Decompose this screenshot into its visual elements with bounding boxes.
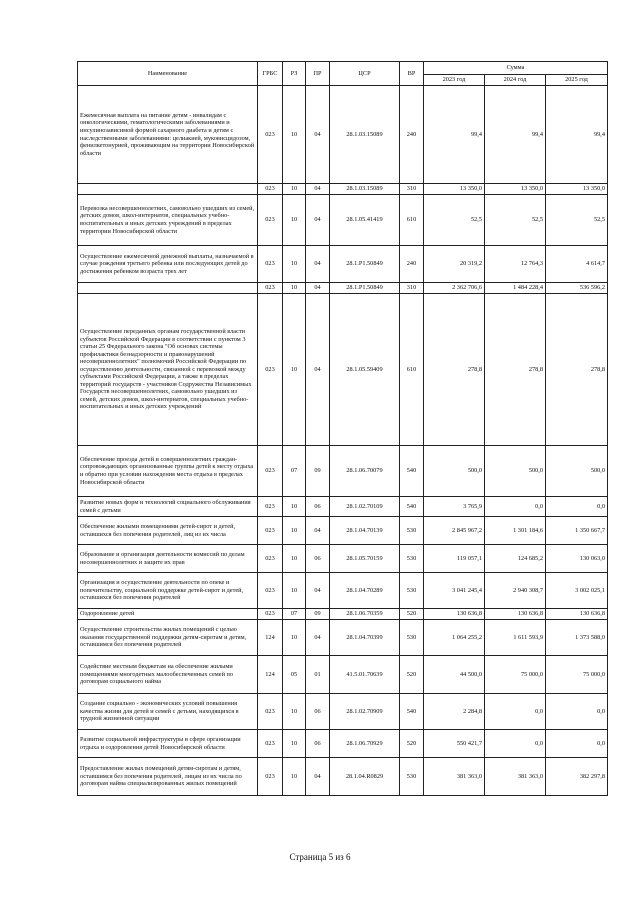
- budget-table: [77, 61, 608, 796]
- cell-grbs: 023: [258, 609, 283, 620]
- cell-vr: 610: [400, 195, 424, 246]
- cell-name: Развитие социальной инфраструктуры в сфере организации отдыха и оздоровления детей Новосибирской области: [78, 730, 258, 758]
- cell-grbs: 023: [258, 758, 283, 796]
- cell-name: Перевозка несовершеннолетних, самовольно ушедших из семей, детских домов, школ-интернатов, специальных учебно-воспитательных и иных детских учреждений в пределах территории Новосибирской области: [78, 195, 258, 246]
- cell-2023: 130 636,8: [424, 609, 485, 620]
- cell-2025: 1 373 588,0: [546, 620, 608, 656]
- cell-2025: 4 614,7: [546, 246, 608, 283]
- cell-name: Осуществление строительства жилых помещений с целью оказания государственной поддержки детям-сиротам и детям, оставшимся без попечения родителей: [78, 620, 258, 656]
- table-row: [78, 446, 608, 497]
- cell-vr: 240: [400, 86, 424, 184]
- cell-grbs: 023: [258, 283, 283, 294]
- cell-grbs: 023: [258, 246, 283, 283]
- cell-2024: 52,5: [485, 195, 546, 246]
- cell-pr: 09: [306, 609, 330, 620]
- cell-2023: 44 500,0: [424, 656, 485, 694]
- cell-name: Обеспечение жилыми помещениями детей-сирот и детей, оставшихся без попечения родителей, лиц из их числа: [78, 517, 258, 545]
- cell-pr: 01: [306, 656, 330, 694]
- cell-2024: 0,0: [485, 497, 546, 517]
- table-row: [78, 246, 608, 283]
- cell-csr: 28.1.04.70289: [330, 573, 400, 609]
- cell-name: Осуществление ежемесячной денежной выплаты, назначаемой в случае рождения третьего ребенка или последующих детей до достижения ребенком возраста трех лет: [78, 246, 258, 283]
- header-grbs: ГРБС: [258, 62, 283, 86]
- table-row: [78, 758, 608, 796]
- cell-2024: 124 685,2: [485, 545, 546, 573]
- cell-vr: 610: [400, 294, 424, 446]
- cell-2023: 3 765,9: [424, 497, 485, 517]
- cell-rz: 10: [283, 246, 306, 283]
- cell-2023: 99,4: [424, 86, 485, 184]
- table-row: [78, 195, 608, 246]
- cell-rz: 10: [283, 283, 306, 294]
- table-header: [78, 62, 608, 86]
- table-row: [78, 620, 608, 656]
- cell-2024: 278,8: [485, 294, 546, 446]
- cell-grbs: 023: [258, 573, 283, 609]
- cell-rz: 10: [283, 694, 306, 730]
- cell-2024: 0,0: [485, 694, 546, 730]
- cell-name: [78, 184, 258, 195]
- cell-csr: 28.1.03.15089: [330, 184, 400, 195]
- cell-pr: 04: [306, 620, 330, 656]
- cell-csr: 28.1.02.70909: [330, 694, 400, 730]
- cell-pr: 06: [306, 730, 330, 758]
- cell-csr: 28.1.P1.50849: [330, 283, 400, 294]
- cell-pr: 06: [306, 545, 330, 573]
- cell-pr: 06: [306, 497, 330, 517]
- cell-pr: 04: [306, 184, 330, 195]
- cell-vr: 530: [400, 545, 424, 573]
- cell-2025: 13 350,0: [546, 184, 608, 195]
- cell-pr: 06: [306, 694, 330, 730]
- cell-2025: 130 636,8: [546, 609, 608, 620]
- cell-vr: 540: [400, 446, 424, 497]
- cell-csr: 28.1.04.70139: [330, 517, 400, 545]
- table-row: [78, 283, 608, 294]
- cell-2023: 1 064 255,2: [424, 620, 485, 656]
- cell-csr: 28.1.02.70109: [330, 497, 400, 517]
- cell-vr: 520: [400, 609, 424, 620]
- cell-rz: 10: [283, 517, 306, 545]
- cell-name: Оздоровление детей: [78, 609, 258, 620]
- cell-name: Развитие новых форм и технологий социального обслуживания семей с детьми: [78, 497, 258, 517]
- header-csr: ЦСР: [330, 62, 400, 86]
- cell-grbs: 023: [258, 86, 283, 184]
- cell-2025: 99,4: [546, 86, 608, 184]
- cell-vr: 530: [400, 620, 424, 656]
- cell-rz: 10: [283, 86, 306, 184]
- cell-vr: 520: [400, 730, 424, 758]
- header-rz: РЗ: [283, 62, 306, 86]
- header-pr: ПР: [306, 62, 330, 86]
- cell-2025: 75 000,0: [546, 656, 608, 694]
- cell-pr: 04: [306, 195, 330, 246]
- table-row: [78, 184, 608, 195]
- cell-name: Осуществление переданных органам государственной власти субъектов Российской Федерации в соответствии с пунктом 3 статьи 25 Федерального закона "Об основах системы профилактики безнадзорности и правонарушений несовершеннолетних" полномочий Российской Федерации по осуществлению деятельности, связанной с перевозкой между субъектами Российской Федерации, а также в пределах территорий государств - участников Содружества Независимых Государств несовершеннолетних, самовольно ушедших из семей, детских домов, школ-интернатов, специальных учебно-воспитательных и иных детских учреждений: [78, 294, 258, 446]
- cell-rz: 10: [283, 758, 306, 796]
- cell-rz: 05: [283, 656, 306, 694]
- cell-csr: 28.1.03.15089: [330, 86, 400, 184]
- cell-name: Организация и осуществление деятельности по опеке и попечительству, социальной поддержке детей-сирот и детей, оставшихся без попечения родителей: [78, 573, 258, 609]
- cell-vr: 540: [400, 694, 424, 730]
- cell-2023: 2 362 706,6: [424, 283, 485, 294]
- cell-vr: 240: [400, 246, 424, 283]
- cell-grbs: 023: [258, 517, 283, 545]
- cell-name: Предоставление жилых помещений детям-сиротам и детям, оставшимся без попечения родителей, лицам из их числа по договорам найма специализированных жилых помещений: [78, 758, 258, 796]
- cell-csr: 28.1.06.70079: [330, 446, 400, 497]
- cell-pr: 04: [306, 283, 330, 294]
- cell-csr: 28.1.06.70929: [330, 730, 400, 758]
- cell-csr: 28.1.04.R0829: [330, 758, 400, 796]
- cell-2023: 3 041 245,4: [424, 573, 485, 609]
- table-row: [78, 573, 608, 609]
- cell-vr: 530: [400, 517, 424, 545]
- cell-pr: 04: [306, 517, 330, 545]
- cell-2025: 382 297,8: [546, 758, 608, 796]
- cell-2025: 536 596,2: [546, 283, 608, 294]
- cell-vr: 530: [400, 573, 424, 609]
- header-year-2024: 2024 год: [485, 75, 546, 86]
- cell-csr: 28.1.05.41419: [330, 195, 400, 246]
- cell-grbs: 023: [258, 184, 283, 195]
- cell-2024: 130 636,8: [485, 609, 546, 620]
- cell-2025: 0,0: [546, 694, 608, 730]
- cell-rz: 10: [283, 573, 306, 609]
- header-year-2023: 2023 год: [424, 75, 485, 86]
- cell-csr: 28.1.P1.50849: [330, 246, 400, 283]
- cell-rz: 07: [283, 609, 306, 620]
- cell-2024: 12 764,3: [485, 246, 546, 283]
- cell-2024: 1 611 593,9: [485, 620, 546, 656]
- cell-pr: 04: [306, 86, 330, 184]
- cell-rz: 10: [283, 294, 306, 446]
- cell-vr: 520: [400, 656, 424, 694]
- cell-grbs: 023: [258, 694, 283, 730]
- table-row: [78, 694, 608, 730]
- table-row: [78, 656, 608, 694]
- cell-2024: 1 484 228,4: [485, 283, 546, 294]
- header-sum: Сумма: [424, 62, 608, 75]
- cell-2025: 0,0: [546, 497, 608, 517]
- cell-2023: 20 319,2: [424, 246, 485, 283]
- cell-2024: 0,0: [485, 730, 546, 758]
- cell-rz: 10: [283, 497, 306, 517]
- table-row: [78, 730, 608, 758]
- header-year-2025: 2025 год: [546, 75, 608, 86]
- cell-name: Содействие местным бюджетам на обеспечение жилыми помещениями многодетных малообеспеченных семей по договорам социального найма: [78, 656, 258, 694]
- cell-csr: 28.1.05.70159: [330, 545, 400, 573]
- table-row: [78, 497, 608, 517]
- cell-2024: 13 350,0: [485, 184, 546, 195]
- cell-pr: 04: [306, 294, 330, 446]
- cell-grbs: 023: [258, 446, 283, 497]
- cell-grbs: 023: [258, 545, 283, 573]
- cell-2025: 500,0: [546, 446, 608, 497]
- cell-2025: 3 002 025,1: [546, 573, 608, 609]
- table-row: [78, 517, 608, 545]
- cell-csr: 28.1.05.59409: [330, 294, 400, 446]
- header-vr: ВР: [400, 62, 424, 86]
- table-row: [78, 86, 608, 184]
- cell-2023: 550 421,7: [424, 730, 485, 758]
- cell-pr: 04: [306, 246, 330, 283]
- cell-vr: 310: [400, 184, 424, 195]
- cell-2023: 381 363,0: [424, 758, 485, 796]
- cell-pr: 04: [306, 573, 330, 609]
- cell-name: Создание социально - экономических условий повышения качества жизни для детей и семей с детьми, находящихся в трудной жизненной ситуации: [78, 694, 258, 730]
- cell-2023: 119 057,1: [424, 545, 485, 573]
- cell-name: Ежемесячная выплата на питание детям - инвалидам с онкологическими, гематологическими заболеваниями и инсулинозависимой формой сахарного диабета и детям с наследственными заболеваниями: целиакией, муковисцидозом, фенилкетонурией, проживающим на территории Новосибирской области: [78, 86, 258, 184]
- cell-2025: 278,8: [546, 294, 608, 446]
- cell-rz: 10: [283, 730, 306, 758]
- header-name: Наименование: [78, 62, 258, 86]
- cell-grbs: 023: [258, 195, 283, 246]
- cell-2023: 52,5: [424, 195, 485, 246]
- cell-pr: 09: [306, 446, 330, 497]
- cell-vr: 530: [400, 758, 424, 796]
- cell-pr: 04: [306, 758, 330, 796]
- cell-grbs: 023: [258, 294, 283, 446]
- cell-2024: 381 363,0: [485, 758, 546, 796]
- table-row: [78, 609, 608, 620]
- cell-2024: 99,4: [485, 86, 546, 184]
- cell-csr: 41.5.01.70639: [330, 656, 400, 694]
- cell-name: Обеспечение проезда детей и совершеннолетних граждан-сопровождающих организованные группы детей к месту отдыха и обратно при условии нахождения места отдыха в пределах Новосибирской области: [78, 446, 258, 497]
- page-number: Страница 5 из 6: [289, 852, 351, 862]
- cell-2023: 2 284,8: [424, 694, 485, 730]
- cell-rz: 07: [283, 446, 306, 497]
- cell-2023: 2 845 967,2: [424, 517, 485, 545]
- cell-rz: 10: [283, 545, 306, 573]
- cell-2025: 52,5: [546, 195, 608, 246]
- cell-rz: 10: [283, 620, 306, 656]
- cell-2025: 130 063,0: [546, 545, 608, 573]
- cell-2024: 75 000,0: [485, 656, 546, 694]
- cell-vr: 310: [400, 283, 424, 294]
- cell-2023: 500,0: [424, 446, 485, 497]
- cell-grbs: 124: [258, 656, 283, 694]
- cell-2024: 500,0: [485, 446, 546, 497]
- cell-grbs: 124: [258, 620, 283, 656]
- cell-rz: 10: [283, 195, 306, 246]
- cell-csr: 28.1.06.70359: [330, 609, 400, 620]
- cell-2025: 1 350 667,7: [546, 517, 608, 545]
- cell-name: [78, 283, 258, 294]
- cell-csr: 28.1.04.70399: [330, 620, 400, 656]
- cell-2023: 13 350,0: [424, 184, 485, 195]
- cell-2025: 0,0: [546, 730, 608, 758]
- cell-grbs: 023: [258, 497, 283, 517]
- cell-vr: 540: [400, 497, 424, 517]
- cell-2024: 2 940 308,7: [485, 573, 546, 609]
- cell-2023: 278,8: [424, 294, 485, 446]
- cell-2024: 1 301 184,6: [485, 517, 546, 545]
- cell-name: Образование и организация деятельности комиссий по делам несовершеннолетних и защите их прав: [78, 545, 258, 573]
- table-body: [78, 86, 608, 796]
- cell-grbs: 023: [258, 730, 283, 758]
- table-row: [78, 294, 608, 446]
- table-row: [78, 545, 608, 573]
- cell-rz: 10: [283, 184, 306, 195]
